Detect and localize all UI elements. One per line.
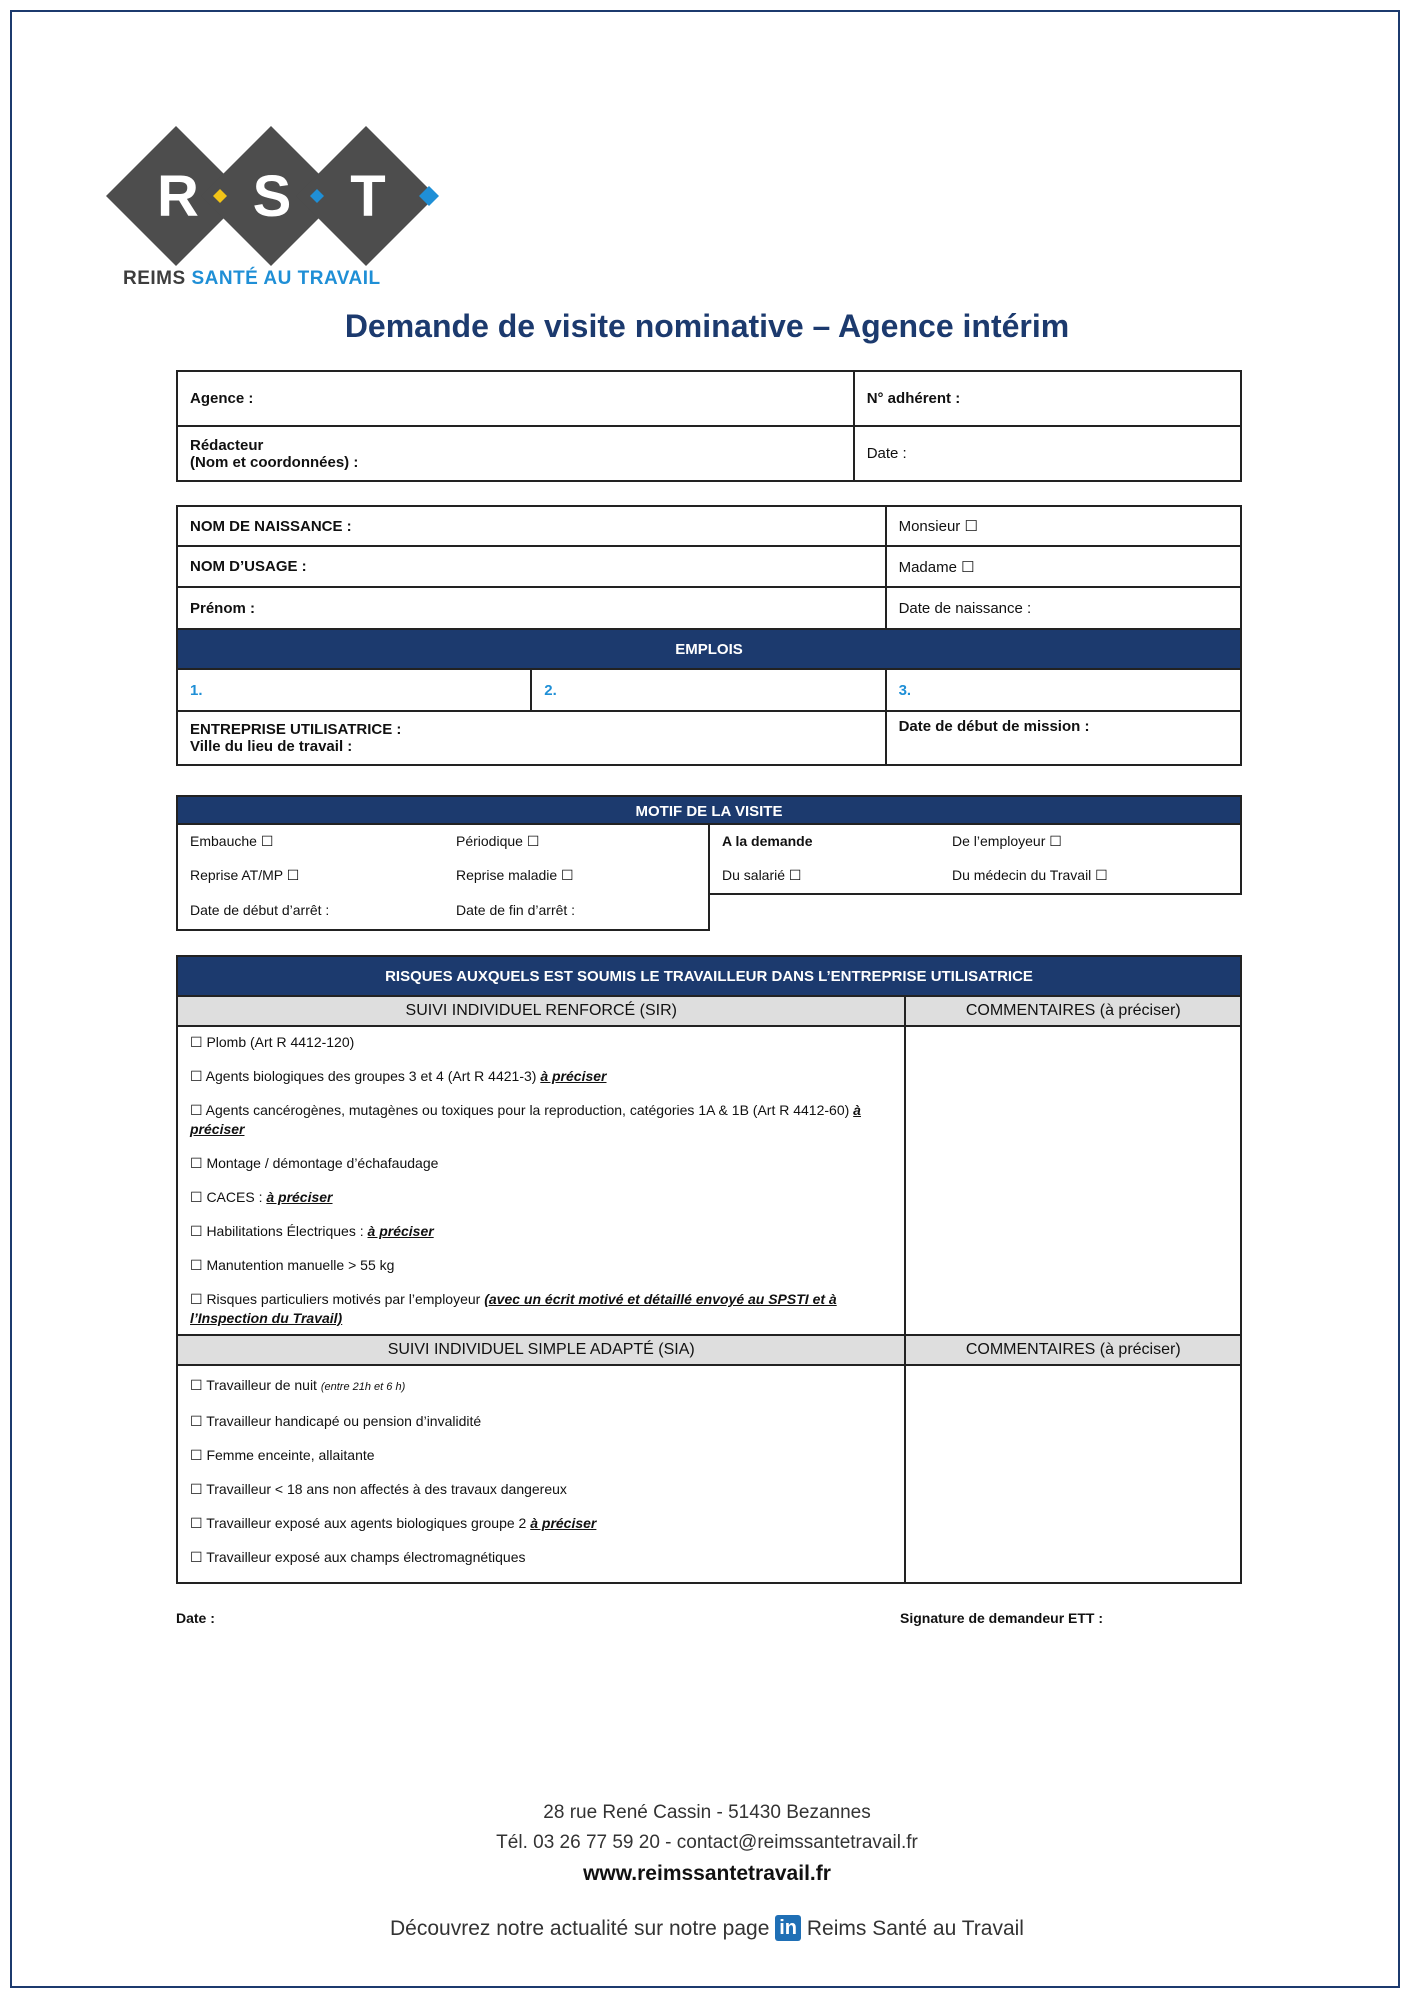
bio2-checkbox[interactable] xyxy=(190,1514,892,1533)
a-preciser-link: à préciser xyxy=(530,1515,597,1531)
page-title: Demande de visite nominative – Agence intérim xyxy=(344,308,1070,344)
fin-arret-field[interactable]: Date de fin d’arrêt : xyxy=(456,902,576,918)
debut-arret-field[interactable]: Date de début d’arrêt : xyxy=(190,902,330,918)
plomb-checkbox[interactable]: ☐ Plomb (Art R 4412-120) xyxy=(190,1034,355,1050)
motif-left-block xyxy=(176,825,710,931)
sia-header: SUIVI INDIVIDUEL SIMPLE ADAPTÉ (SIA) xyxy=(177,1335,905,1365)
nuit-label: ☐ Travailleur de nuit xyxy=(190,1377,321,1393)
sir-header: SUIVI INDIVIDUEL RENFORCÉ (SIR) xyxy=(177,996,905,1026)
embauche-checkbox[interactable]: Embauche ☐ xyxy=(190,833,274,849)
a-preciser-link: à préciser xyxy=(266,1189,333,1205)
emploi-2-field[interactable]: 2. xyxy=(531,669,885,711)
handicape-checkbox[interactable]: ☐ Travailleur handicapé ou pension d’invalidité xyxy=(190,1413,482,1429)
manutention-checkbox[interactable]: ☐ Manutention manuelle > 55 kg xyxy=(190,1257,395,1273)
a-la-demande-label: A la demande xyxy=(722,833,813,849)
signature-field[interactable]: Signature de demandeur ETT : xyxy=(900,1610,1104,1626)
particuliers-note: (avec un écrit motivé et détaillé envoyé au SPSTI et à l’Inspection du Travail) xyxy=(190,1291,837,1326)
footer-linkedin xyxy=(0,1915,1414,1941)
bio-label: ☐ Agents biologiques des groupes 3 et 4 (Art R 4421-3) xyxy=(190,1068,541,1084)
footer-address: 28 rue René Cassin - 51430 Bezannes xyxy=(543,1802,871,1823)
entreprise-field[interactable] xyxy=(177,711,886,765)
redacteur-label: Rédacteur xyxy=(190,436,264,454)
nuit-note: (entre 21h et 6 h) xyxy=(320,1381,406,1393)
signature-date-field[interactable]: Date : xyxy=(176,1610,215,1626)
reprise-maladie-checkbox[interactable]: Reprise maladie ☐ xyxy=(456,867,574,883)
employeur-checkbox[interactable]: De l’employeur ☐ xyxy=(952,833,1062,849)
habilitations-label: ☐ Habilitations Électriques : xyxy=(190,1223,368,1239)
motif-right-block xyxy=(710,825,1242,895)
caces-checkbox[interactable] xyxy=(190,1188,892,1207)
enceinte-checkbox[interactable]: ☐ Femme enceinte, allaitante xyxy=(190,1447,375,1463)
date-mission-field[interactable]: Date de début de mission : xyxy=(886,711,1241,765)
risques-header: RISQUES AUXQUELS EST SOUMIS LE TRAVAILLEUR DANS L’ENTREPRISE UTILISATRICE xyxy=(177,956,1241,996)
redacteur-field[interactable] xyxy=(177,426,854,481)
nom-usage-field[interactable]: NOM D’USAGE : xyxy=(177,546,886,587)
linkedin-icon[interactable]: in xyxy=(775,1915,801,1941)
sia-list xyxy=(177,1365,905,1583)
emplois-header: EMPLOIS xyxy=(177,629,1241,669)
habilitations-checkbox[interactable] xyxy=(190,1222,892,1241)
motif-header: MOTIF DE LA VISITE xyxy=(176,795,1242,825)
mineur-checkbox[interactable]: ☐ Travailleur < 18 ans non affectés à des travaux dangereux xyxy=(190,1481,567,1497)
reprise-atmp-checkbox[interactable]: Reprise AT/MP ☐ xyxy=(190,867,300,883)
logo-letter-t: T xyxy=(350,164,386,229)
linkedin-text: Découvrez notre actualité sur notre page xyxy=(390,1917,770,1940)
bio2-label: ☐ Travailleur exposé aux agents biologiques groupe 2 xyxy=(190,1515,531,1531)
periodique-checkbox[interactable]: Périodique ☐ xyxy=(456,833,540,849)
emploi-1-field[interactable]: 1. xyxy=(177,669,531,711)
agency-date-field[interactable]: Date : xyxy=(854,426,1241,481)
date-naissance-field[interactable]: Date de naissance : xyxy=(886,587,1241,629)
champs-checkbox[interactable]: ☐ Travailleur exposé aux champs électromagnétiques xyxy=(190,1549,526,1565)
sia-comments-field[interactable] xyxy=(905,1365,1241,1583)
cmr-label: ☐ Agents cancérogènes, mutagènes ou toxiques pour la reproduction, catégories 1A & 1B (Art R 4412-60) xyxy=(190,1102,854,1118)
logo-letter-s: S xyxy=(252,164,292,229)
sir-list xyxy=(177,1026,905,1335)
particuliers-checkbox[interactable] xyxy=(190,1290,892,1328)
adherent-field[interactable]: N° adhérent : xyxy=(854,371,1241,426)
a-preciser-link: à préciser xyxy=(190,1102,861,1137)
footer-contact: Tél. 03 26 77 59 20 - contact@reimssantetravail.fr xyxy=(496,1832,918,1853)
logo-letter-r: R xyxy=(157,164,199,229)
logo-wordmark xyxy=(123,268,381,290)
a-preciser-link: à préciser xyxy=(367,1223,434,1239)
risques-table xyxy=(176,955,1242,1584)
medecin-checkbox[interactable]: Du médecin du Travail ☐ xyxy=(952,867,1108,883)
emploi-3-field[interactable]: 3. xyxy=(886,669,1241,711)
salarie-checkbox[interactable]: Du salarié ☐ xyxy=(722,867,802,883)
person-table xyxy=(176,505,1242,766)
madame-checkbox[interactable]: Madame ☐ xyxy=(886,546,1241,587)
agence-field[interactable]: Agence : xyxy=(177,371,854,426)
sia-comments-header: COMMENTAIRES (à préciser) xyxy=(905,1335,1241,1365)
caces-label: ☐ CACES : xyxy=(190,1189,267,1205)
a-preciser-link: à préciser xyxy=(540,1068,607,1084)
cmr-checkbox[interactable] xyxy=(190,1101,892,1139)
agency-table xyxy=(176,370,1242,482)
nuit-checkbox[interactable] xyxy=(190,1376,892,1397)
entreprise-label: ENTREPRISE UTILISATRICE : xyxy=(190,721,402,738)
linkedin-page-name[interactable]: Reims Santé au Travail xyxy=(806,1917,1024,1940)
footer-website[interactable]: www.reimssantetravail.fr xyxy=(583,1862,831,1885)
prenom-field[interactable]: Prénom : xyxy=(177,587,886,629)
monsieur-checkbox[interactable]: Monsieur ☐ xyxy=(886,506,1241,546)
echafaudage-checkbox[interactable]: ☐ Montage / démontage d’échafaudage xyxy=(190,1155,439,1171)
sir-comments-field[interactable] xyxy=(905,1026,1241,1335)
particuliers-label: ☐ Risques particuliers motivés par l’employeur xyxy=(190,1291,485,1307)
bio-checkbox[interactable] xyxy=(190,1067,892,1086)
logo-word-reims: REIMS xyxy=(123,268,192,289)
nom-naissance-field[interactable]: NOM DE NAISSANCE : xyxy=(177,506,886,546)
logo-word-sante: SANTÉ AU TRAVAIL xyxy=(191,268,381,289)
ville-label: Ville du lieu de travail : xyxy=(190,738,353,755)
redacteur-sub-label: (Nom et coordonnées) : xyxy=(190,453,359,471)
sir-comments-header: COMMENTAIRES (à préciser) xyxy=(905,996,1241,1026)
